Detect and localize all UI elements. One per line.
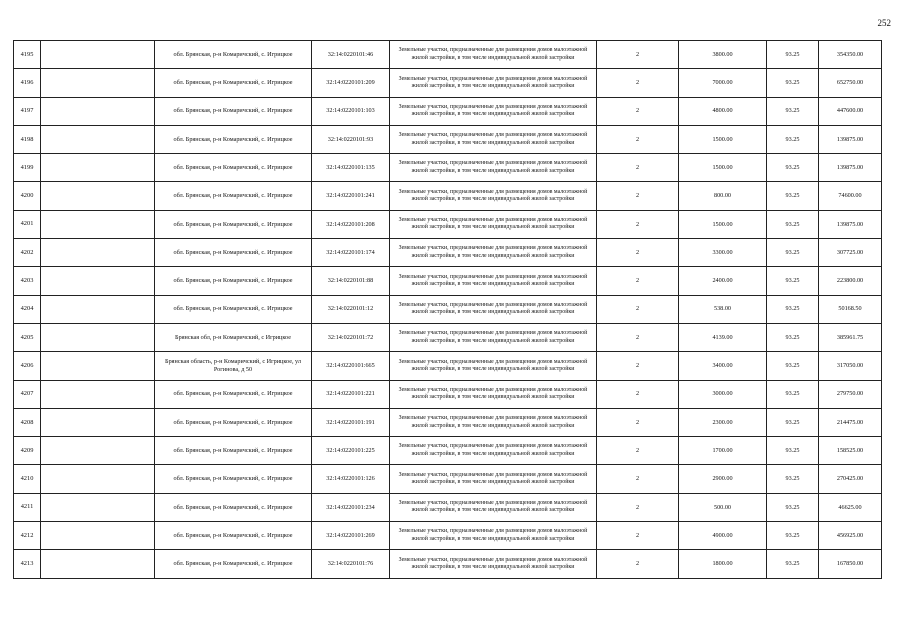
table-row xyxy=(14,210,882,238)
page-number: 252 xyxy=(877,18,891,28)
empty-cell xyxy=(41,493,155,521)
address-cell: обл. Брянская, р-н Комаричский, с. Игрицкое xyxy=(155,125,312,153)
group-cell: 2 xyxy=(597,97,679,125)
row-number-cell: 4212 xyxy=(14,522,41,550)
group-cell: 2 xyxy=(597,267,679,295)
group-cell: 2 xyxy=(597,182,679,210)
address-cell: обл. Брянская, р-н Комаричский, с. Игрицкое xyxy=(155,408,312,436)
table-row xyxy=(14,408,882,436)
row-number-cell: 4196 xyxy=(14,69,41,97)
address-cell: обл. Брянская, р-н Комаричский, с. Игрицкое xyxy=(155,522,312,550)
address-cell: обл. Брянская, р-н Комаричский, с. Игрицкое xyxy=(155,69,312,97)
rate-cell: 93.25 xyxy=(767,380,819,408)
table-row xyxy=(14,437,882,465)
land-use-cell: Земельные участки, предназначенные для размещения домов малоэтажной жилой застройки, в том числе индивидуальной жилой застройки xyxy=(390,125,597,153)
group-cell: 2 xyxy=(597,41,679,69)
table-row xyxy=(14,352,882,380)
cadastral-value-cell: 279750.00 xyxy=(819,380,882,408)
cadastral-value-cell: 652750.00 xyxy=(819,69,882,97)
cadastral-number-cell: 32:14:0220101:234 xyxy=(312,493,390,521)
empty-cell xyxy=(41,408,155,436)
area-cell: 4139.00 xyxy=(679,323,767,351)
empty-cell xyxy=(41,97,155,125)
table-row xyxy=(14,465,882,493)
table-body xyxy=(14,41,882,579)
cadastral-number-cell: 32:14:0220101:72 xyxy=(312,323,390,351)
empty-cell xyxy=(41,465,155,493)
area-cell: 1800.00 xyxy=(679,550,767,578)
row-number-cell: 4198 xyxy=(14,125,41,153)
rate-cell: 93.25 xyxy=(767,239,819,267)
address-cell: обл. Брянская, р-н Комаричский, с. Игрицкое xyxy=(155,97,312,125)
cadastral-number-cell: 32:14:0220101:174 xyxy=(312,239,390,267)
land-use-cell: Земельные участки, предназначенные для размещения домов малоэтажной жилой застройки, в том числе индивидуальной жилой застройки xyxy=(390,323,597,351)
group-cell: 2 xyxy=(597,154,679,182)
cadastral-value-cell: 317050.00 xyxy=(819,352,882,380)
table-row xyxy=(14,154,882,182)
group-cell: 2 xyxy=(597,323,679,351)
area-cell: 3400.00 xyxy=(679,352,767,380)
empty-cell xyxy=(41,210,155,238)
table-row xyxy=(14,295,882,323)
row-number-cell: 4200 xyxy=(14,182,41,210)
rate-cell: 93.25 xyxy=(767,352,819,380)
group-cell: 2 xyxy=(597,210,679,238)
empty-cell xyxy=(41,522,155,550)
group-cell: 2 xyxy=(597,125,679,153)
rate-cell: 93.25 xyxy=(767,437,819,465)
area-cell: 3300.00 xyxy=(679,239,767,267)
address-cell: обл. Брянская, р-н Комаричский, с. Игрицкое xyxy=(155,493,312,521)
cadastral-number-cell: 32:14:0220101:88 xyxy=(312,267,390,295)
empty-cell xyxy=(41,295,155,323)
cadastral-number-cell: 32:14:0220101:93 xyxy=(312,125,390,153)
address-cell: обл. Брянская, р-н Комаричский, с. Игрицкое xyxy=(155,465,312,493)
cadastral-number-cell: 32:14:0220101:269 xyxy=(312,522,390,550)
row-number-cell: 4195 xyxy=(14,41,41,69)
empty-cell xyxy=(41,69,155,97)
land-use-cell: Земельные участки, предназначенные для размещения домов малоэтажной жилой застройки, в том числе индивидуальной жилой застройки xyxy=(390,550,597,578)
area-cell: 3800.00 xyxy=(679,41,767,69)
cadastral-value-cell: 139875.00 xyxy=(819,210,882,238)
row-number-cell: 4201 xyxy=(14,210,41,238)
table-row xyxy=(14,69,882,97)
address-cell: обл. Брянская, р-н Комаричский, с. Игрицкое xyxy=(155,295,312,323)
row-number-cell: 4213 xyxy=(14,550,41,578)
cadastral-value-cell: 46625.00 xyxy=(819,493,882,521)
row-number-cell: 4211 xyxy=(14,493,41,521)
row-number-cell: 4203 xyxy=(14,267,41,295)
area-cell: 800.00 xyxy=(679,182,767,210)
group-cell: 2 xyxy=(597,465,679,493)
land-use-cell: Земельные участки, предназначенные для размещения домов малоэтажной жилой застройки, в том числе индивидуальной жилой застройки xyxy=(390,69,597,97)
area-cell: 4900.00 xyxy=(679,522,767,550)
land-use-cell: Земельные участки, предназначенные для размещения домов малоэтажной жилой застройки, в том числе индивидуальной жилой застройки xyxy=(390,352,597,380)
area-cell: 3000.00 xyxy=(679,380,767,408)
row-number-cell: 4208 xyxy=(14,408,41,436)
group-cell: 2 xyxy=(597,437,679,465)
land-use-cell: Земельные участки, предназначенные для размещения домов малоэтажной жилой застройки, в том числе индивидуальной жилой застройки xyxy=(390,493,597,521)
table-row xyxy=(14,239,882,267)
address-cell: обл. Брянская, р-н Комаричский, с. Игрицкое xyxy=(155,550,312,578)
group-cell: 2 xyxy=(597,380,679,408)
table-row xyxy=(14,323,882,351)
row-number-cell: 4210 xyxy=(14,465,41,493)
rate-cell: 93.25 xyxy=(767,323,819,351)
group-cell: 2 xyxy=(597,408,679,436)
empty-cell xyxy=(41,267,155,295)
cadastral-value-cell: 447600.00 xyxy=(819,97,882,125)
cadastral-value-cell: 385961.75 xyxy=(819,323,882,351)
address-cell: обл. Брянская, р-н Комаричский, с. Игрицкое xyxy=(155,182,312,210)
address-cell: обл. Брянская, р-н Комаричский, с. Игрицкое xyxy=(155,154,312,182)
rate-cell: 93.25 xyxy=(767,69,819,97)
table-row xyxy=(14,380,882,408)
cadastral-value-cell: 307725.00 xyxy=(819,239,882,267)
cadastral-value-cell: 167850.00 xyxy=(819,550,882,578)
group-cell: 2 xyxy=(597,295,679,323)
area-cell: 2400.00 xyxy=(679,267,767,295)
row-number-cell: 4207 xyxy=(14,380,41,408)
land-use-cell: Земельные участки, предназначенные для размещения домов малоэтажной жилой застройки, в том числе индивидуальной жилой застройки xyxy=(390,41,597,69)
row-number-cell: 4204 xyxy=(14,295,41,323)
cadastral-number-cell: 32:14:0220101:241 xyxy=(312,182,390,210)
address-cell: обл. Брянская, р-н Комаричский, с. Игрицкое xyxy=(155,437,312,465)
address-cell: обл. Брянская, р-н Комаричский, с. Игрицкое xyxy=(155,380,312,408)
rate-cell: 93.25 xyxy=(767,267,819,295)
land-use-cell: Земельные участки, предназначенные для размещения домов малоэтажной жилой застройки, в том числе индивидуальной жилой застройки xyxy=(390,380,597,408)
row-number-cell: 4205 xyxy=(14,323,41,351)
area-cell: 2300.00 xyxy=(679,408,767,436)
cadastral-value-cell: 223800.00 xyxy=(819,267,882,295)
cadastral-number-cell: 32:14:0220101:665 xyxy=(312,352,390,380)
rate-cell: 93.25 xyxy=(767,493,819,521)
address-cell: обл. Брянская, р-н Комаричский, с. Игрицкое xyxy=(155,210,312,238)
cadastral-value-cell: 50168.50 xyxy=(819,295,882,323)
empty-cell xyxy=(41,239,155,267)
address-cell: обл. Брянская, р-н Комаричский, с. Игрицкое xyxy=(155,239,312,267)
area-cell: 1500.00 xyxy=(679,125,767,153)
area-cell: 500.00 xyxy=(679,493,767,521)
rate-cell: 93.25 xyxy=(767,295,819,323)
table-row xyxy=(14,493,882,521)
empty-cell xyxy=(41,352,155,380)
cadastral-number-cell: 32:14:0220101:191 xyxy=(312,408,390,436)
rate-cell: 93.25 xyxy=(767,97,819,125)
group-cell: 2 xyxy=(597,239,679,267)
table-row xyxy=(14,267,882,295)
land-use-cell: Земельные участки, предназначенные для размещения домов малоэтажной жилой застройки, в том числе индивидуальной жилой застройки xyxy=(390,295,597,323)
land-use-cell: Земельные участки, предназначенные для размещения домов малоэтажной жилой застройки, в том числе индивидуальной жилой застройки xyxy=(390,437,597,465)
cadastral-number-cell: 32:14:0220101:209 xyxy=(312,69,390,97)
empty-cell xyxy=(41,380,155,408)
rate-cell: 93.25 xyxy=(767,465,819,493)
area-cell: 1700.00 xyxy=(679,437,767,465)
land-use-cell: Земельные участки, предназначенные для размещения домов малоэтажной жилой застройки, в том числе индивидуальной жилой застройки xyxy=(390,465,597,493)
address-cell: обл. Брянская, р-н Комаричский, с. Игрицкое xyxy=(155,267,312,295)
row-number-cell: 4197 xyxy=(14,97,41,125)
area-cell: 538.00 xyxy=(679,295,767,323)
area-cell: 2900.00 xyxy=(679,465,767,493)
group-cell: 2 xyxy=(597,550,679,578)
cadastral-number-cell: 32:14:0220101:208 xyxy=(312,210,390,238)
land-use-cell: Земельные участки, предназначенные для размещения домов малоэтажной жилой застройки, в том числе индивидуальной жилой застройки xyxy=(390,97,597,125)
table-row xyxy=(14,97,882,125)
address-cell: Брянская обл, р-н Комаричский, с Игрицкое xyxy=(155,323,312,351)
land-use-cell: Земельные участки, предназначенные для размещения домов малоэтажной жилой застройки, в том числе индивидуальной жилой застройки xyxy=(390,408,597,436)
area-cell: 7000.00 xyxy=(679,69,767,97)
cadastral-value-cell: 74600.00 xyxy=(819,182,882,210)
cadastral-number-cell: 32:14:0220101:76 xyxy=(312,550,390,578)
table-row xyxy=(14,522,882,550)
area-cell: 4800.00 xyxy=(679,97,767,125)
land-use-cell: Земельные участки, предназначенные для размещения домов малоэтажной жилой застройки, в том числе индивидуальной жилой застройки xyxy=(390,154,597,182)
table-row xyxy=(14,41,882,69)
empty-cell xyxy=(41,437,155,465)
table-row xyxy=(14,550,882,578)
land-use-cell: Земельные участки, предназначенные для размещения домов малоэтажной жилой застройки, в том числе индивидуальной жилой застройки xyxy=(390,210,597,238)
rate-cell: 93.25 xyxy=(767,125,819,153)
area-cell: 1500.00 xyxy=(679,154,767,182)
cadastral-value-cell: 139875.00 xyxy=(819,125,882,153)
cadastral-number-cell: 32:14:0220101:46 xyxy=(312,41,390,69)
cadastral-value-cell: 139875.00 xyxy=(819,154,882,182)
land-use-cell: Земельные участки, предназначенные для размещения домов малоэтажной жилой застройки, в том числе индивидуальной жилой застройки xyxy=(390,267,597,295)
empty-cell xyxy=(41,550,155,578)
table-row xyxy=(14,182,882,210)
cadastral-number-cell: 32:14:0220101:103 xyxy=(312,97,390,125)
row-number-cell: 4206 xyxy=(14,352,41,380)
row-number-cell: 4199 xyxy=(14,154,41,182)
address-cell: Брянская область, р-н Комаричский, с Игрицкое, ул Рогинова, д 50 xyxy=(155,352,312,380)
group-cell: 2 xyxy=(597,69,679,97)
row-number-cell: 4202 xyxy=(14,239,41,267)
cadastral-value-cell: 158525.00 xyxy=(819,437,882,465)
empty-cell xyxy=(41,182,155,210)
cadastral-number-cell: 32:14:0220101:135 xyxy=(312,154,390,182)
land-use-cell: Земельные участки, предназначенные для размещения домов малоэтажной жилой застройки, в том числе индивидуальной жилой застройки xyxy=(390,522,597,550)
cadastral-number-cell: 32:14:0220101:12 xyxy=(312,295,390,323)
empty-cell xyxy=(41,323,155,351)
cadastral-value-cell: 354350.00 xyxy=(819,41,882,69)
empty-cell xyxy=(41,41,155,69)
address-cell: обл. Брянская, р-н Комаричский, с. Игрицкое xyxy=(155,41,312,69)
rate-cell: 93.25 xyxy=(767,41,819,69)
rate-cell: 93.25 xyxy=(767,210,819,238)
cadastral-value-cell: 456925.00 xyxy=(819,522,882,550)
group-cell: 2 xyxy=(597,522,679,550)
empty-cell xyxy=(41,154,155,182)
cadastral-value-table xyxy=(13,40,882,579)
area-cell: 1500.00 xyxy=(679,210,767,238)
cadastral-value-cell: 270425.00 xyxy=(819,465,882,493)
row-number-cell: 4209 xyxy=(14,437,41,465)
land-use-cell: Земельные участки, предназначенные для размещения домов малоэтажной жилой застройки, в том числе индивидуальной жилой застройки xyxy=(390,182,597,210)
cadastral-number-cell: 32:14:0220101:225 xyxy=(312,437,390,465)
cadastral-number-cell: 32:14:0220101:221 xyxy=(312,380,390,408)
empty-cell xyxy=(41,125,155,153)
rate-cell: 93.25 xyxy=(767,522,819,550)
land-use-cell: Земельные участки, предназначенные для размещения домов малоэтажной жилой застройки, в том числе индивидуальной жилой застройки xyxy=(390,239,597,267)
table-row xyxy=(14,125,882,153)
group-cell: 2 xyxy=(597,352,679,380)
cadastral-number-cell: 32:14:0220101:126 xyxy=(312,465,390,493)
rate-cell: 93.25 xyxy=(767,550,819,578)
group-cell: 2 xyxy=(597,493,679,521)
rate-cell: 93.25 xyxy=(767,408,819,436)
rate-cell: 93.25 xyxy=(767,182,819,210)
rate-cell: 93.25 xyxy=(767,154,819,182)
cadastral-value-cell: 214475.00 xyxy=(819,408,882,436)
